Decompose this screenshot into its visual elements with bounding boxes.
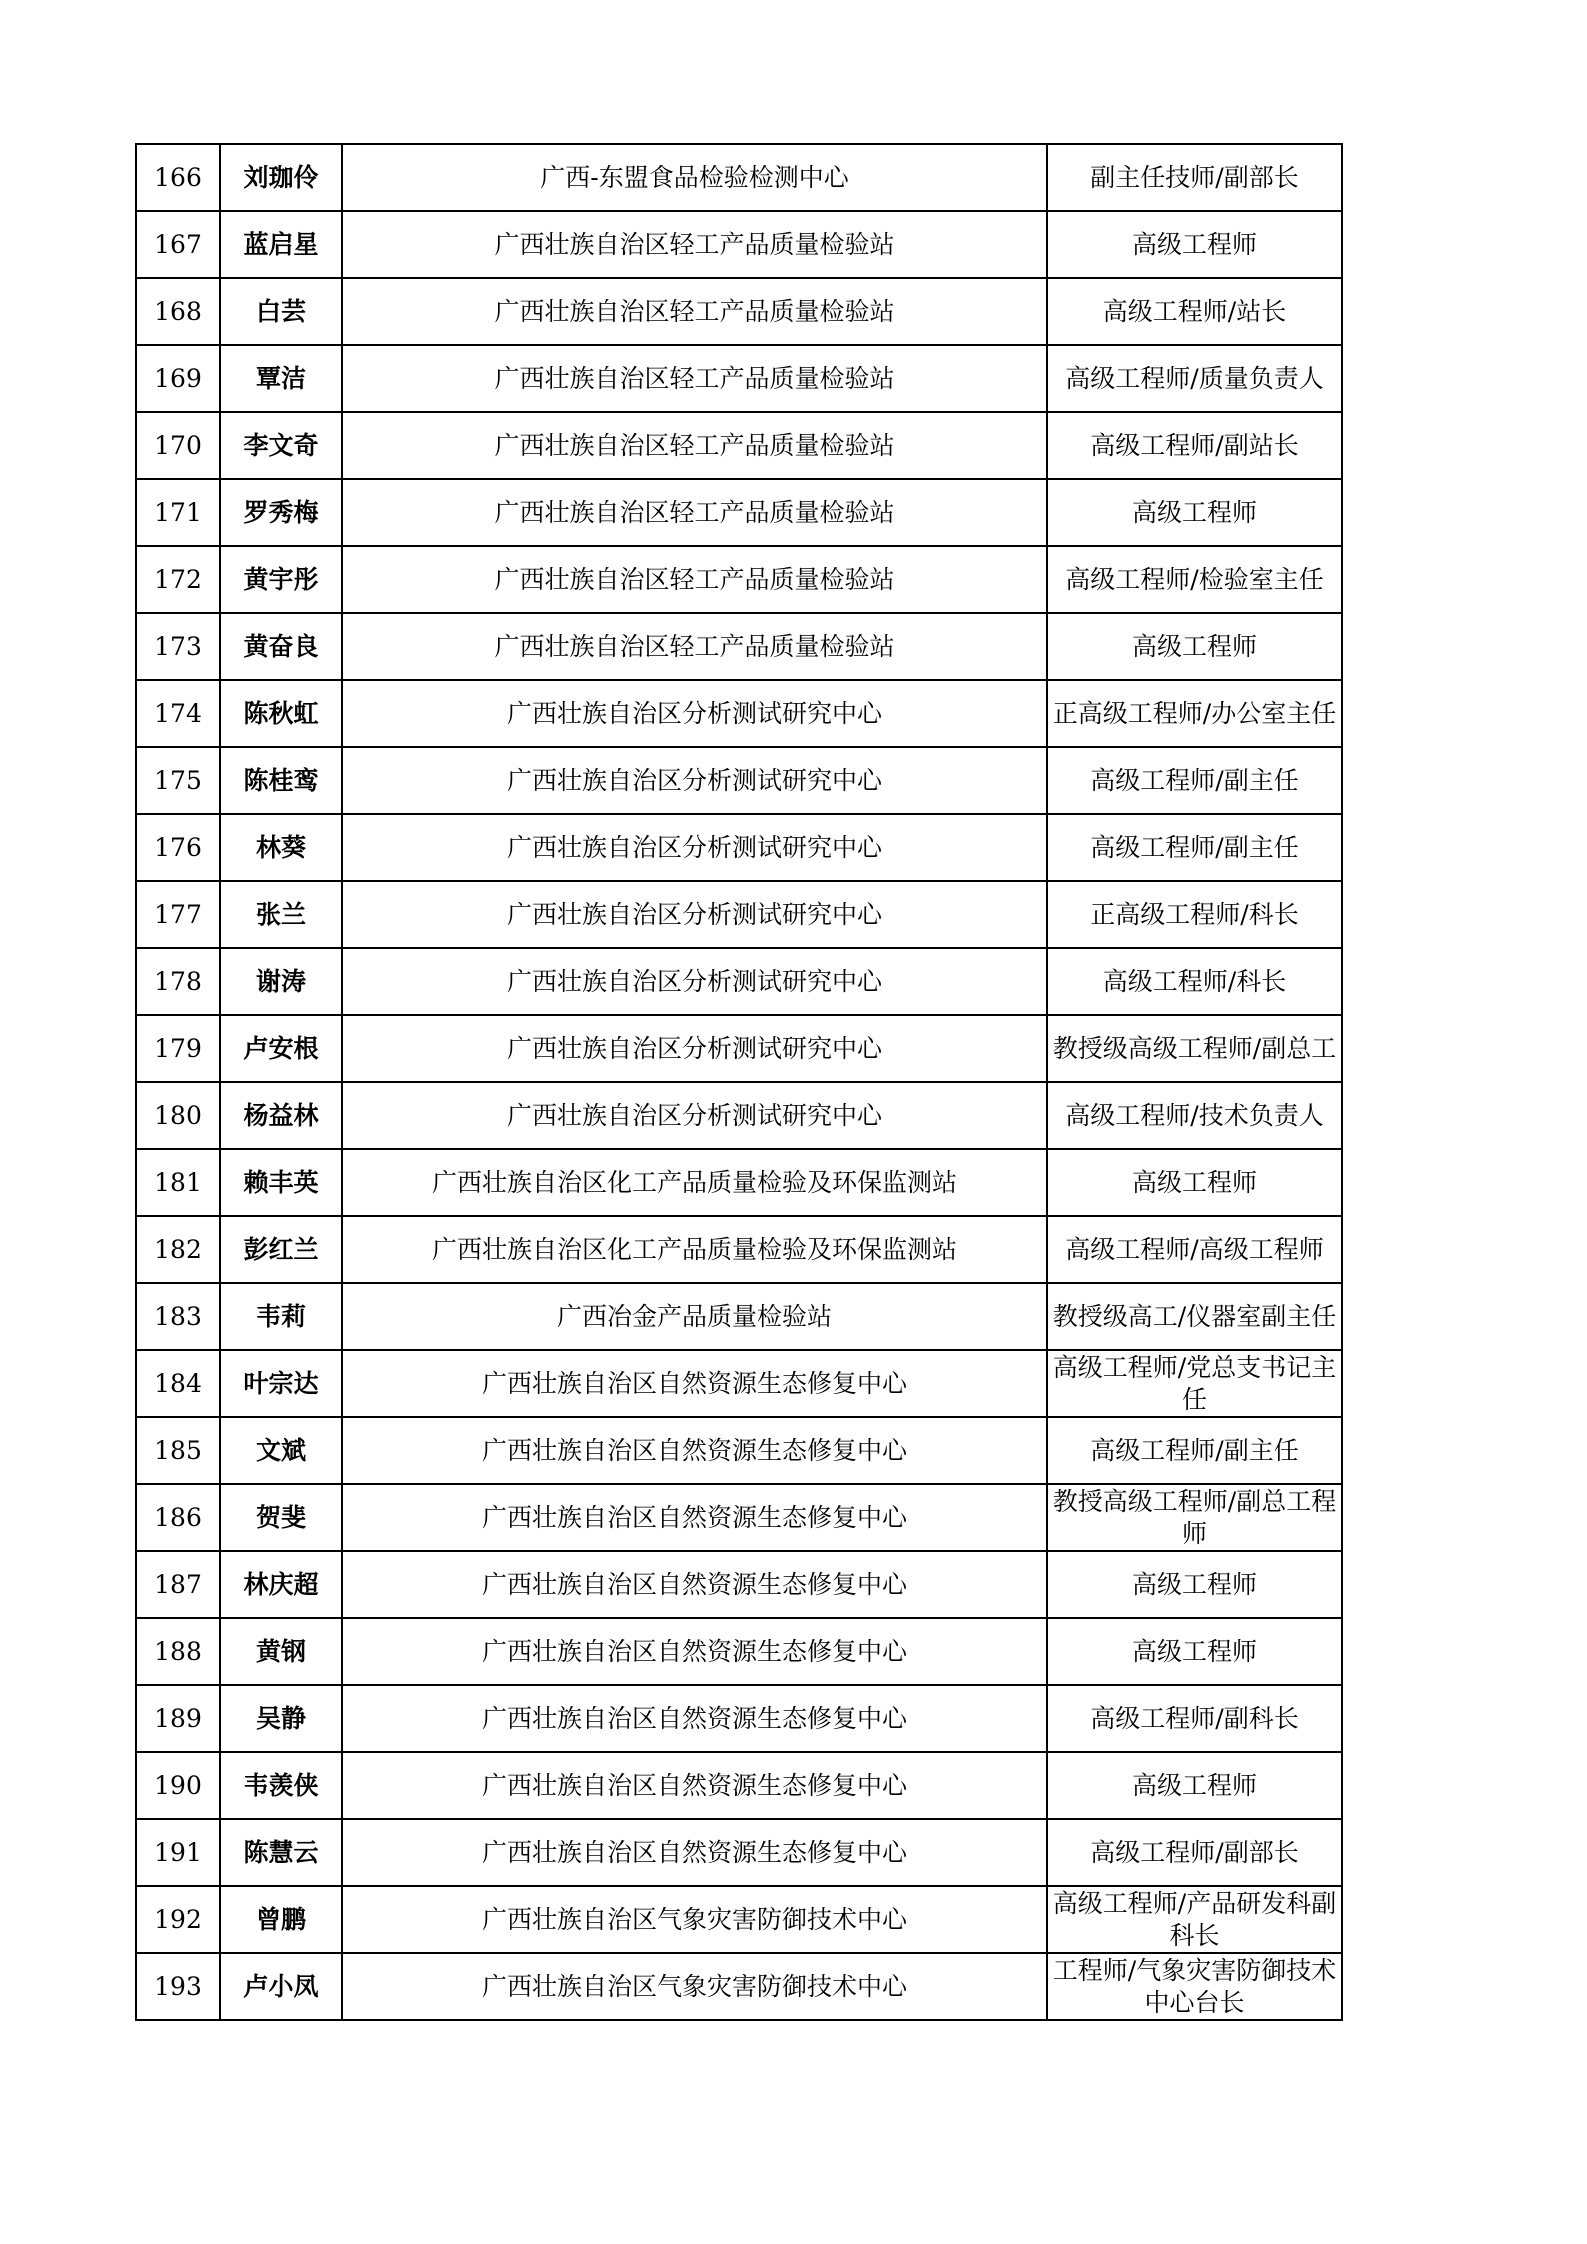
organization-cell: 广西壮族自治区气象灾害防御技术中心 bbox=[342, 1886, 1047, 1953]
organization-cell: 广西壮族自治区分析测试研究中心 bbox=[342, 814, 1047, 881]
row-number-cell: 190 bbox=[136, 1752, 220, 1819]
person-name-cell: 陈桂鸾 bbox=[220, 747, 342, 814]
organization-cell: 广西壮族自治区轻工产品质量检验站 bbox=[342, 546, 1047, 613]
person-name-cell: 覃洁 bbox=[220, 345, 342, 412]
job-title-cell: 高级工程师/副部长 bbox=[1047, 1819, 1342, 1886]
job-title-cell: 高级工程师/副科长 bbox=[1047, 1685, 1342, 1752]
person-name-cell: 吴静 bbox=[220, 1685, 342, 1752]
job-title-cell: 高级工程师/副站长 bbox=[1047, 412, 1342, 479]
person-name-cell: 黄宇彤 bbox=[220, 546, 342, 613]
person-name-cell: 文斌 bbox=[220, 1417, 342, 1484]
row-number-cell: 191 bbox=[136, 1819, 220, 1886]
job-title-cell: 高级工程师 bbox=[1047, 1618, 1342, 1685]
organization-cell: 广西壮族自治区自然资源生态修复中心 bbox=[342, 1618, 1047, 1685]
person-name-cell: 谢涛 bbox=[220, 948, 342, 1015]
organization-cell: 广西壮族自治区轻工产品质量检验站 bbox=[342, 613, 1047, 680]
row-number-cell: 176 bbox=[136, 814, 220, 881]
person-name-cell: 赖丰英 bbox=[220, 1149, 342, 1216]
organization-cell: 广西壮族自治区自然资源生态修复中心 bbox=[342, 1685, 1047, 1752]
row-number-cell: 183 bbox=[136, 1283, 220, 1350]
table-row bbox=[136, 546, 1342, 613]
person-name-cell: 蓝启星 bbox=[220, 211, 342, 278]
row-number-cell: 181 bbox=[136, 1149, 220, 1216]
row-number-cell: 175 bbox=[136, 747, 220, 814]
job-title-cell: 高级工程师 bbox=[1047, 211, 1342, 278]
organization-cell: 广西壮族自治区自然资源生态修复中心 bbox=[342, 1350, 1047, 1417]
job-title-cell: 高级工程师 bbox=[1047, 613, 1342, 680]
row-number-cell: 189 bbox=[136, 1685, 220, 1752]
person-name-cell: 韦莉 bbox=[220, 1283, 342, 1350]
job-title-cell: 高级工程师 bbox=[1047, 479, 1342, 546]
row-number-cell: 184 bbox=[136, 1350, 220, 1417]
organization-cell: 广西壮族自治区轻工产品质量检验站 bbox=[342, 479, 1047, 546]
organization-cell: 广西壮族自治区分析测试研究中心 bbox=[342, 1082, 1047, 1149]
row-number-cell: 170 bbox=[136, 412, 220, 479]
table-row bbox=[136, 1685, 1342, 1752]
organization-cell: 广西壮族自治区轻工产品质量检验站 bbox=[342, 278, 1047, 345]
row-number-cell: 178 bbox=[136, 948, 220, 1015]
row-number-cell: 179 bbox=[136, 1015, 220, 1082]
table-row bbox=[136, 613, 1342, 680]
person-name-cell: 林庆超 bbox=[220, 1551, 342, 1618]
row-number-cell: 172 bbox=[136, 546, 220, 613]
row-number-cell: 171 bbox=[136, 479, 220, 546]
person-name-cell: 白芸 bbox=[220, 278, 342, 345]
table-row bbox=[136, 1417, 1342, 1484]
organization-cell: 广西壮族自治区轻工产品质量检验站 bbox=[342, 345, 1047, 412]
job-title-cell: 高级工程师/副主任 bbox=[1047, 747, 1342, 814]
job-title-cell: 高级工程师/检验室主任 bbox=[1047, 546, 1342, 613]
row-number-cell: 168 bbox=[136, 278, 220, 345]
table-row bbox=[136, 144, 1342, 211]
table-row bbox=[136, 1618, 1342, 1685]
row-number-cell: 187 bbox=[136, 1551, 220, 1618]
person-name-cell: 陈慧云 bbox=[220, 1819, 342, 1886]
table-row bbox=[136, 948, 1342, 1015]
job-title-cell: 高级工程师/科长 bbox=[1047, 948, 1342, 1015]
row-number-cell: 185 bbox=[136, 1417, 220, 1484]
person-name-cell: 曾鹏 bbox=[220, 1886, 342, 1953]
organization-cell: 广西冶金产品质量检验站 bbox=[342, 1283, 1047, 1350]
table-row bbox=[136, 1886, 1342, 1953]
person-name-cell: 杨益林 bbox=[220, 1082, 342, 1149]
job-title-cell: 高级工程师 bbox=[1047, 1551, 1342, 1618]
organization-cell: 广西壮族自治区自然资源生态修复中心 bbox=[342, 1752, 1047, 1819]
person-name-cell: 叶宗达 bbox=[220, 1350, 342, 1417]
job-title-cell: 高级工程师/质量负责人 bbox=[1047, 345, 1342, 412]
organization-cell: 广西壮族自治区自然资源生态修复中心 bbox=[342, 1484, 1047, 1551]
table-row bbox=[136, 747, 1342, 814]
organization-cell: 广西壮族自治区自然资源生态修复中心 bbox=[342, 1819, 1047, 1886]
job-title-cell: 正高级工程师/科长 bbox=[1047, 881, 1342, 948]
table-row bbox=[136, 1752, 1342, 1819]
organization-cell: 广西-东盟食品检验检测中心 bbox=[342, 144, 1047, 211]
job-title-cell: 高级工程师/副主任 bbox=[1047, 1417, 1342, 1484]
job-title-cell: 教授级高工/仪器室副主任 bbox=[1047, 1283, 1342, 1350]
job-title-cell: 高级工程师/技术负责人 bbox=[1047, 1082, 1342, 1149]
person-name-cell: 贺斐 bbox=[220, 1484, 342, 1551]
table-row bbox=[136, 211, 1342, 278]
person-name-cell: 卢安根 bbox=[220, 1015, 342, 1082]
job-title-cell: 副主任技师/副部长 bbox=[1047, 144, 1342, 211]
person-name-cell: 李文奇 bbox=[220, 412, 342, 479]
job-title-cell: 正高级工程师/办公室主任 bbox=[1047, 680, 1342, 747]
organization-cell: 广西壮族自治区分析测试研究中心 bbox=[342, 1015, 1047, 1082]
table-row bbox=[136, 1015, 1342, 1082]
job-title-cell: 高级工程师 bbox=[1047, 1752, 1342, 1819]
job-title-cell: 高级工程师/副主任 bbox=[1047, 814, 1342, 881]
row-number-cell: 188 bbox=[136, 1618, 220, 1685]
organization-cell: 广西壮族自治区分析测试研究中心 bbox=[342, 747, 1047, 814]
row-number-cell: 193 bbox=[136, 1953, 220, 2020]
job-title-cell: 高级工程师/高级工程师 bbox=[1047, 1216, 1342, 1283]
table-row bbox=[136, 1283, 1342, 1350]
personnel-table-body bbox=[136, 144, 1342, 2020]
table-row bbox=[136, 1082, 1342, 1149]
table-row bbox=[136, 1953, 1342, 2020]
person-name-cell: 彭红兰 bbox=[220, 1216, 342, 1283]
table-row bbox=[136, 1149, 1342, 1216]
row-number-cell: 182 bbox=[136, 1216, 220, 1283]
table-row bbox=[136, 1819, 1342, 1886]
row-number-cell: 192 bbox=[136, 1886, 220, 1953]
person-name-cell: 林葵 bbox=[220, 814, 342, 881]
row-number-cell: 186 bbox=[136, 1484, 220, 1551]
table-row bbox=[136, 1350, 1342, 1417]
table-row bbox=[136, 1216, 1342, 1283]
table-row bbox=[136, 881, 1342, 948]
person-name-cell: 罗秀梅 bbox=[220, 479, 342, 546]
organization-cell: 广西壮族自治区气象灾害防御技术中心 bbox=[342, 1953, 1047, 2020]
row-number-cell: 177 bbox=[136, 881, 220, 948]
person-name-cell: 张兰 bbox=[220, 881, 342, 948]
person-name-cell: 黄钢 bbox=[220, 1618, 342, 1685]
table-row bbox=[136, 479, 1342, 546]
organization-cell: 广西壮族自治区分析测试研究中心 bbox=[342, 881, 1047, 948]
personnel-table bbox=[135, 143, 1343, 2021]
organization-cell: 广西壮族自治区化工产品质量检验及环保监测站 bbox=[342, 1149, 1047, 1216]
person-name-cell: 黄奋良 bbox=[220, 613, 342, 680]
organization-cell: 广西壮族自治区轻工产品质量检验站 bbox=[342, 412, 1047, 479]
organization-cell: 广西壮族自治区分析测试研究中心 bbox=[342, 948, 1047, 1015]
person-name-cell: 卢小凤 bbox=[220, 1953, 342, 2020]
table-row bbox=[136, 1484, 1342, 1551]
person-name-cell: 韦羡侠 bbox=[220, 1752, 342, 1819]
job-title-cell: 教授级高级工程师/副总工 bbox=[1047, 1015, 1342, 1082]
organization-cell: 广西壮族自治区自然资源生态修复中心 bbox=[342, 1417, 1047, 1484]
person-name-cell: 刘珈伶 bbox=[220, 144, 342, 211]
person-name-cell: 陈秋虹 bbox=[220, 680, 342, 747]
table-row bbox=[136, 345, 1342, 412]
organization-cell: 广西壮族自治区轻工产品质量检验站 bbox=[342, 211, 1047, 278]
table-row bbox=[136, 412, 1342, 479]
organization-cell: 广西壮族自治区化工产品质量检验及环保监测站 bbox=[342, 1216, 1047, 1283]
table-row bbox=[136, 278, 1342, 345]
row-number-cell: 174 bbox=[136, 680, 220, 747]
job-title-cell: 教授高级工程师/副总工程师 bbox=[1047, 1484, 1342, 1551]
row-number-cell: 167 bbox=[136, 211, 220, 278]
organization-cell: 广西壮族自治区自然资源生态修复中心 bbox=[342, 1551, 1047, 1618]
table-row bbox=[136, 814, 1342, 881]
table-row bbox=[136, 680, 1342, 747]
row-number-cell: 166 bbox=[136, 144, 220, 211]
row-number-cell: 180 bbox=[136, 1082, 220, 1149]
job-title-cell: 高级工程师 bbox=[1047, 1149, 1342, 1216]
job-title-cell: 高级工程师/站长 bbox=[1047, 278, 1342, 345]
row-number-cell: 169 bbox=[136, 345, 220, 412]
row-number-cell: 173 bbox=[136, 613, 220, 680]
table-row bbox=[136, 1551, 1342, 1618]
job-title-cell: 高级工程师/产品研发科副科长 bbox=[1047, 1886, 1342, 1953]
job-title-cell: 高级工程师/党总支书记主任 bbox=[1047, 1350, 1342, 1417]
organization-cell: 广西壮族自治区分析测试研究中心 bbox=[342, 680, 1047, 747]
job-title-cell: 工程师/气象灾害防御技术中心台长 bbox=[1047, 1953, 1342, 2020]
